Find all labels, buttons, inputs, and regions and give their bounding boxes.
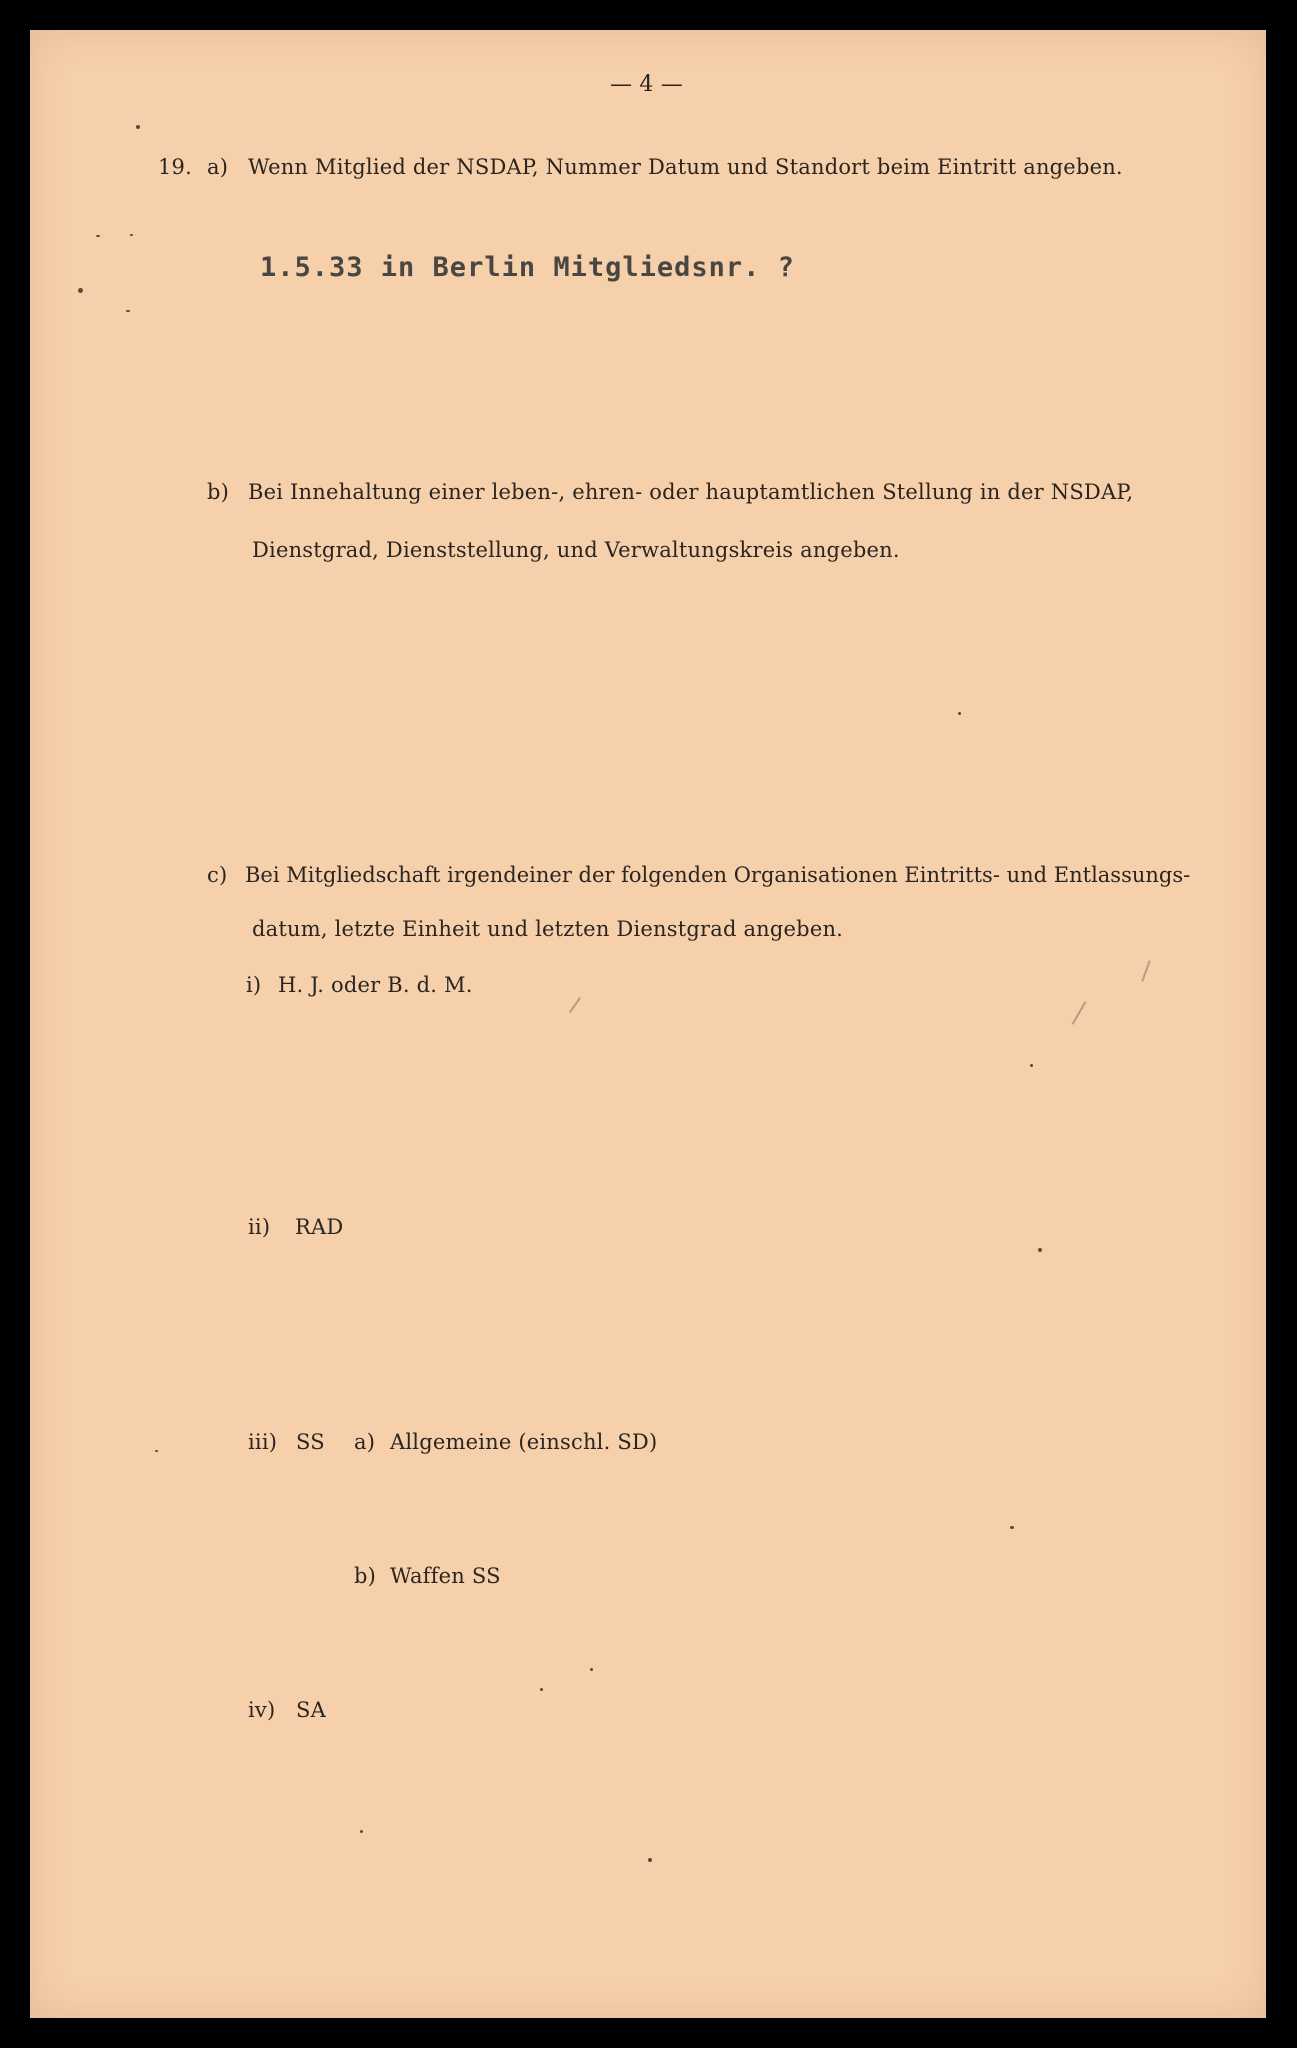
document-page bbox=[30, 30, 1266, 2018]
question-c-text-line1: Bei Mitgliedschaft irgendeiner der folgenden Organisationen Eintritts- und Entlassungs- bbox=[245, 863, 1191, 887]
question-b-label: b) bbox=[207, 480, 230, 504]
item-iii-sub-a-label: a) bbox=[354, 1430, 376, 1454]
question-b-text-line2: Dienstgrad, Dienststellung, und Verwaltungskreis angeben. bbox=[252, 538, 900, 562]
item-iii-sub-b-text: Waffen SS bbox=[390, 1564, 501, 1588]
paper-speck bbox=[136, 125, 140, 129]
paper-speck bbox=[540, 1688, 543, 1691]
item-ii-label: ii) bbox=[248, 1215, 271, 1239]
paper-speck bbox=[958, 712, 961, 715]
paper-speck bbox=[1038, 1248, 1042, 1252]
item-i-label: i) bbox=[246, 973, 262, 997]
item-ii-text: RAD bbox=[295, 1215, 344, 1239]
item-iii-sub-a-text: Allgemeine (einschl. SD) bbox=[390, 1430, 658, 1454]
question-b-text-line1: Bei Innehaltung einer leben-, ehren- oder hauptamtlichen Stellung in der NSDAP, bbox=[248, 480, 1134, 504]
page-number: — 4 — bbox=[610, 72, 683, 97]
paper-speck bbox=[78, 288, 83, 293]
item-iii-text: SS bbox=[296, 1430, 325, 1454]
paper-speck bbox=[96, 235, 100, 237]
paper-speck bbox=[155, 1450, 158, 1452]
question-a-label: a) bbox=[207, 155, 229, 179]
paper-speck bbox=[1030, 1064, 1033, 1067]
item-iii-label: iii) bbox=[248, 1430, 278, 1454]
question-a-text: Wenn Mitglied der NSDAP, Nummer Datum und Standort beim Eintritt angeben. bbox=[248, 155, 1123, 179]
paper-scratch bbox=[1141, 960, 1150, 981]
paper-scratch bbox=[569, 997, 581, 1013]
item-i-text: H. J. oder B. d. M. bbox=[278, 973, 473, 997]
question-c-text-line2: datum, letzte Einheit und letzten Dienstgrad angeben. bbox=[252, 917, 844, 941]
question-c-label: c) bbox=[207, 863, 228, 887]
paper-speck bbox=[590, 1668, 593, 1671]
typed-answer-a: 1.5.33 in Berlin Mitgliedsnr. ? bbox=[260, 252, 795, 283]
paper-scratch bbox=[1072, 1001, 1087, 1025]
paper-speck bbox=[1010, 1526, 1014, 1529]
question-number: 19. bbox=[158, 155, 192, 179]
item-iv-label: iv) bbox=[248, 1698, 276, 1722]
paper-speck bbox=[130, 234, 133, 236]
paper-speck bbox=[126, 310, 130, 312]
item-iii-sub-b-label: b) bbox=[354, 1564, 377, 1588]
paper-speck bbox=[360, 1830, 363, 1833]
paper-speck bbox=[648, 1858, 652, 1862]
item-iv-text: SA bbox=[296, 1698, 326, 1722]
